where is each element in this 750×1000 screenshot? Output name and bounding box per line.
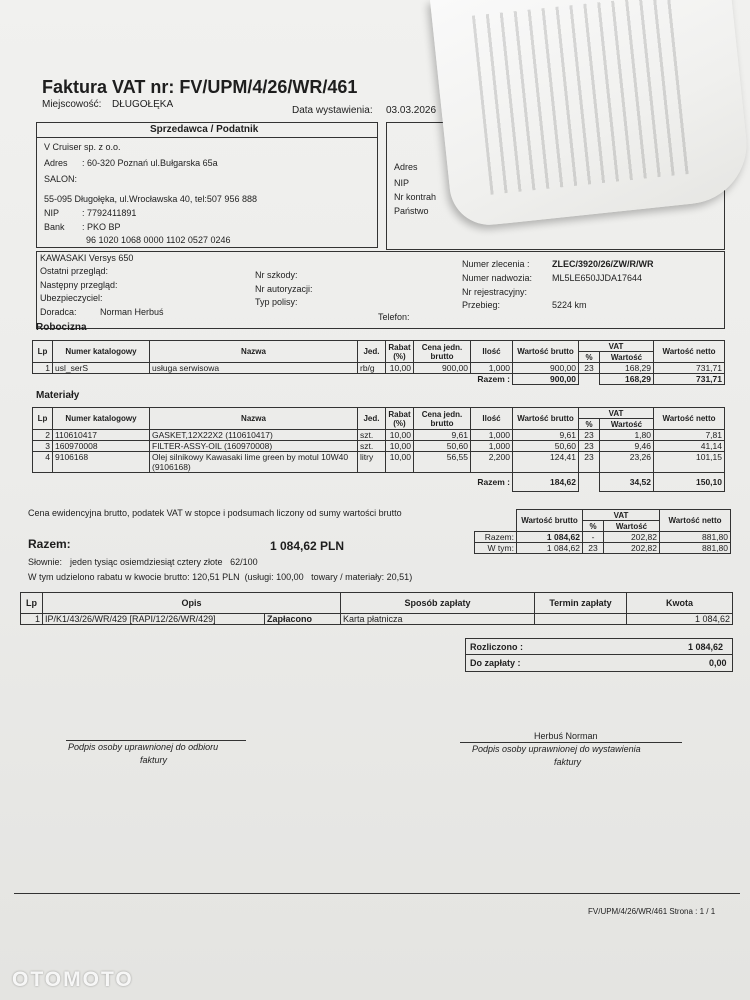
vat-row-gross: 1 084,62 [517, 532, 583, 543]
cell-net: 101,15 [654, 452, 725, 473]
receipt-slip [430, 0, 750, 229]
settlement-divider [465, 654, 732, 655]
vat-summary-table [474, 509, 731, 554]
pay-cell-method: Karta płatnicza [341, 614, 535, 625]
col-vat: VAT [579, 408, 654, 419]
damage-label: Nr szkody: [255, 270, 298, 280]
cell-gross: 9,61 [513, 430, 579, 441]
issuer-signature-line [460, 742, 682, 743]
due-label: Do zapłaty : [470, 658, 521, 668]
words-label: Słownie: [28, 557, 63, 567]
receiver-signature-label: Podpis osoby uprawnionej do odbioru [68, 742, 219, 752]
col-discount: Rabat (%) [386, 341, 414, 363]
cell-name: FILTER-ASSY-OIL (160970008) [150, 441, 358, 452]
seller-address-label: Adres [44, 158, 68, 168]
vat-row-net: 881,80 [660, 532, 731, 543]
pay-col-amount: Kwota [627, 593, 733, 614]
vat-row-net: 881,80 [660, 543, 731, 554]
cell-qty: 1,000 [471, 363, 513, 374]
labour-total-row [33, 374, 725, 385]
labour-header: Robocizna [36, 322, 87, 333]
summary-total-value: 1 084,62 PLN [270, 539, 345, 553]
vat-summary-header [475, 510, 731, 521]
vat-row-vat: 202,82 [604, 543, 660, 554]
payment-table [20, 592, 733, 625]
vat-row-vat: 202,82 [604, 532, 660, 543]
vat-row-label: W tym: [475, 543, 517, 554]
seller-header-rule [36, 137, 377, 138]
buyer-contractor-label: Nr kontrah [394, 192, 437, 202]
footer-rule [14, 893, 740, 894]
seller-salon-address: 55-095 Długołęka, ul.Wrocławska 40, tel:507 956 888 [44, 194, 257, 204]
cell-discount: 10,00 [386, 441, 414, 452]
labour-table [32, 340, 725, 385]
seller-bank-label: Bank [44, 222, 65, 232]
materials-header-row [33, 408, 725, 419]
cell-lp: 3 [33, 441, 53, 452]
pay-col-term: Termin zapłaty [535, 593, 627, 614]
cell-unit: litry [358, 452, 386, 473]
cell-gross: 124,41 [513, 452, 579, 473]
vat-row-gross: 1 084,62 [517, 543, 583, 554]
col-unit-price: Cena jedn. brutto [414, 408, 471, 430]
cell-unit: szt. [358, 441, 386, 452]
discount-line: W tym udzielono rabatu w kwocie brutto: 120,51 PLN (usługi: 100,00 towary / materiały: 20,51) [28, 572, 413, 582]
payment-row [21, 614, 733, 625]
summary-total-label: Razem: [28, 537, 71, 551]
cell-vat-pct: 23 [579, 363, 600, 374]
seller-account: 96 1020 1068 0000 1102 0527 0246 [86, 235, 231, 245]
vat-summary-col-net: Wartość netto [660, 510, 731, 532]
col-name: Nazwa [150, 408, 358, 430]
col-net: Wartość netto [654, 341, 725, 363]
policy-label: Typ polisy: [255, 297, 298, 307]
cell-unit-price: 56,55 [414, 452, 471, 473]
col-qty: Ilość [471, 341, 513, 363]
table-row [33, 430, 725, 441]
table-row [33, 441, 725, 452]
buyer-country-label: Państwo [394, 206, 429, 216]
due-value: 0,00 [709, 658, 727, 668]
registration-label: Nr rejestracyjny: [462, 287, 528, 297]
pay-cell-status: Zapłacono [265, 614, 341, 625]
vat-row-pct: - [583, 532, 604, 543]
cell-discount: 10,00 [386, 452, 414, 473]
page-footer: FV/UPM/4/26/WR/461 Strona : 1 / 1 [588, 907, 716, 916]
labour-total-gross: 900,00 [513, 374, 579, 385]
receipt-print-lines [472, 0, 690, 195]
materials-total-row [33, 473, 725, 492]
col-gross: Wartość brutto [513, 408, 579, 430]
receiver-signature-line [66, 740, 246, 741]
cell-gross: 50,60 [513, 441, 579, 452]
vat-summary-col-vat-value: Wartość [604, 521, 660, 532]
vat-row-label: Razem: [475, 532, 517, 543]
date-value: 03.03.2026 [386, 105, 437, 116]
cell-vat-pct: 23 [579, 441, 600, 452]
settled-value: 1 084,62 [688, 642, 724, 652]
cell-vat-value: 1,80 [600, 430, 654, 441]
materials-total-label: Razem : [33, 473, 513, 492]
authorization-label: Nr autoryzacji: [255, 284, 313, 294]
settled-label: Rozliczono : [470, 642, 523, 652]
cell-catalog: 110610417 [53, 430, 150, 441]
cell-gross: 900,00 [513, 363, 579, 374]
materials-total-net: 150,10 [654, 473, 725, 492]
cell-qty: 1,000 [471, 430, 513, 441]
words-value: jeden tysiąc osiemdziesiąt cztery złote 62/100 [70, 557, 258, 567]
cell-catalog: 9106168 [53, 452, 150, 473]
cell-vat-pct: 23 [579, 430, 600, 441]
col-name: Nazwa [150, 341, 358, 363]
cell-lp: 2 [33, 430, 53, 441]
pay-cell-amount: 1 084,62 [627, 614, 733, 625]
cell-net: 7,81 [654, 430, 725, 441]
cell-vat-value: 9,46 [600, 441, 654, 452]
vat-summary-col-vat: VAT [583, 510, 660, 521]
cell-net: 731,71 [654, 363, 725, 374]
cell-name-line1: Olej silnikowy Kawasaki lime green by motul 10W40 [152, 452, 349, 462]
order-label: Numer zlecenia : [462, 259, 530, 269]
cell-name-line2: (9106168) [152, 462, 191, 472]
col-unit: Jed. [358, 341, 386, 363]
vat-row-pct: 23 [583, 543, 604, 554]
buyer-nip-label: NIP [394, 178, 410, 188]
materials-total-gross: 184,62 [513, 473, 579, 492]
pay-col-desc: Opis [43, 593, 341, 614]
insurer-label: Ubezpieczyciel: [40, 293, 103, 303]
col-vat-value: Wartość [600, 419, 654, 430]
col-lp: Lp [33, 341, 53, 363]
phone-label: Telefon: [378, 312, 410, 322]
col-gross: Wartość brutto [513, 341, 579, 363]
col-vat-pct: % [579, 419, 600, 430]
cell-unit-price: 900,00 [414, 363, 471, 374]
col-vat-value: Wartość [600, 352, 654, 363]
seller-nip: : 7792411891 [82, 208, 137, 218]
cell-unit-price: 9,61 [414, 430, 471, 441]
cell-net: 41,14 [654, 441, 725, 452]
col-unit: Jed. [358, 408, 386, 430]
vin-value: ML5LE650JJDA17644 [552, 273, 643, 283]
next-inspection-label: Następny przegląd: [40, 280, 118, 290]
issuer-name: Herbuś Norman [534, 731, 598, 741]
vehicle-model: KAWASAKI Versys 650 [40, 253, 134, 263]
pay-cell-term [535, 614, 627, 625]
advisor-label: Doradca: [40, 307, 77, 317]
mileage-label: Przebieg: [462, 300, 501, 310]
table-row [33, 363, 725, 374]
labour-total-net: 731,71 [654, 374, 725, 385]
place-value: DŁUGOŁĘKA [112, 99, 174, 110]
col-qty: Ilość [471, 408, 513, 430]
pay-cell-desc: IP/K1/43/26/WR/429 [RAPI/12/26/WR/429] [43, 614, 265, 625]
vat-summary-col-gross: Wartość brutto [517, 510, 583, 532]
cell-catalog: usl_serS [53, 363, 150, 374]
advisor-name: Norman Herbuś [100, 307, 164, 317]
issuer-signature-label: Podpis osoby uprawnionej do wystawienia [472, 744, 641, 754]
col-unit-price: Cena jedn. brutto [414, 341, 471, 363]
pay-cell-lp: 1 [21, 614, 43, 625]
summary-note: Cena ewidencyjna brutto, podatek VAT w stopce i podsumach liczony od sumy wartości brutto [28, 508, 402, 518]
issuer-signature-label2: faktury [554, 757, 582, 767]
order-number: ZLEC/3920/26/ZW/R/WR [552, 259, 654, 269]
cell-unit: szt. [358, 430, 386, 441]
seller-address: : 60-320 Poznań ul.Bułgarska 65a [82, 158, 218, 168]
seller-bank: : PKO BP [82, 222, 121, 232]
col-catalog: Numer katalogowy [53, 408, 150, 430]
receiver-signature-label2: faktury [140, 755, 168, 765]
materials-header: Materiały [36, 390, 80, 401]
mileage-value: 5224 km [552, 300, 587, 310]
vat-summary-col-pct: % [583, 521, 604, 532]
labour-header-row [33, 341, 725, 352]
vat-summary-row [475, 543, 731, 554]
labour-total-vat: 168,29 [600, 374, 654, 385]
col-vat: VAT [579, 341, 654, 352]
place-label: Miejscowość: [42, 99, 102, 110]
date-label: Data wystawienia: [292, 105, 373, 116]
seller-name: V Cruiser sp. z o.o. [44, 142, 121, 152]
seller-header: Sprzedawca / Podatnik [150, 124, 259, 135]
cell-name: GASKET,12X22X2 (110610417) [150, 430, 358, 441]
cell-name [150, 452, 358, 473]
invoice-title: Faktura VAT nr: FV/UPM/4/26/WR/461 [42, 77, 358, 97]
col-catalog: Numer katalogowy [53, 341, 150, 363]
seller-nip-label: NIP [44, 208, 60, 218]
cell-vat-value: 168,29 [600, 363, 654, 374]
cell-discount: 10,00 [386, 363, 414, 374]
seller-salon-label: SALON: [44, 174, 78, 184]
payment-header-row [21, 593, 733, 614]
col-vat-pct: % [579, 352, 600, 363]
buyer-address-label: Adres [394, 162, 418, 172]
cell-qty: 1,000 [471, 441, 513, 452]
pay-col-lp: Lp [21, 593, 43, 614]
labour-total-label: Razem : [33, 374, 513, 385]
cell-vat-value: 23,26 [600, 452, 654, 473]
cell-lp: 1 [33, 363, 53, 374]
col-discount: Rabat (%) [386, 408, 414, 430]
cell-catalog: 160970008 [53, 441, 150, 452]
materials-total-vat: 34,52 [600, 473, 654, 492]
col-net: Wartość netto [654, 408, 725, 430]
cell-unit-price: 50,60 [414, 441, 471, 452]
cell-vat-pct: 23 [579, 452, 600, 473]
col-lp: Lp [33, 408, 53, 430]
vin-label: Numer nadwozia: [462, 273, 533, 283]
cell-lp: 4 [33, 452, 53, 473]
table-row [33, 452, 725, 473]
pay-col-method: Sposób zapłaty [341, 593, 535, 614]
materials-table [32, 407, 725, 492]
cell-unit: rb/g [358, 363, 386, 374]
cell-discount: 10,00 [386, 430, 414, 441]
cell-name: usługa serwisowa [150, 363, 358, 374]
last-inspection-label: Ostatni przegląd: [40, 266, 109, 276]
cell-qty: 2,200 [471, 452, 513, 473]
watermark-logo: OTOMOTO [12, 968, 134, 991]
vat-summary-row [475, 532, 731, 543]
